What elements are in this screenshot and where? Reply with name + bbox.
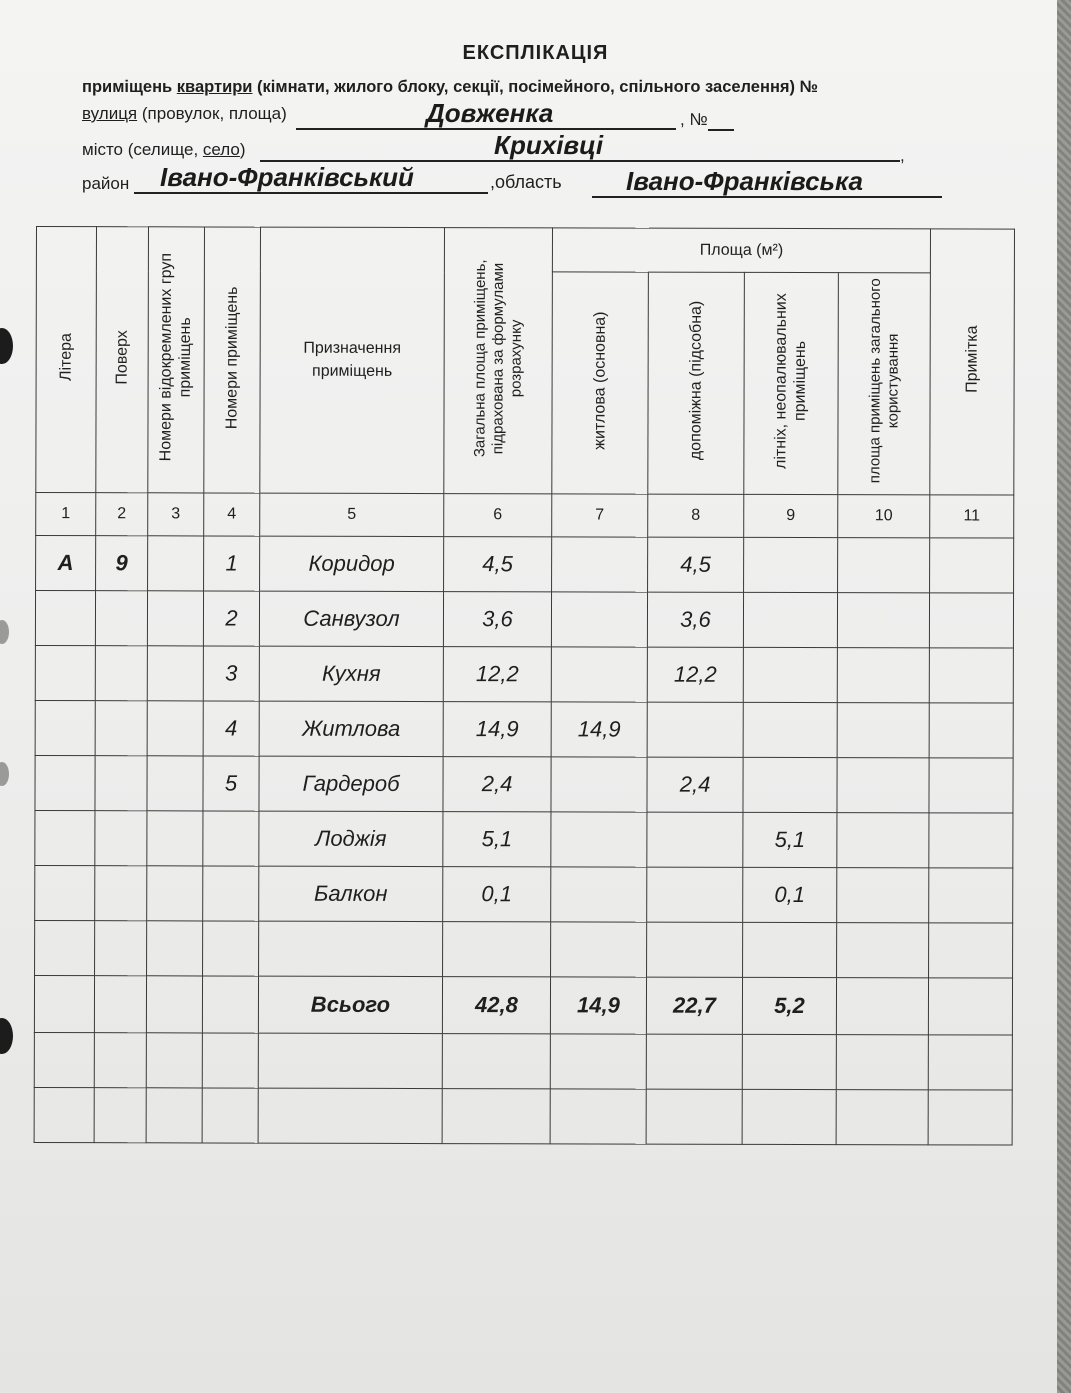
street-label: вулиця (провулок, площа) xyxy=(82,104,287,123)
cell-num xyxy=(203,866,259,921)
cell-litera xyxy=(35,810,95,865)
cell-common xyxy=(837,758,929,813)
cell-aux xyxy=(647,812,743,867)
document-title: ЕКСПЛІКАЦІЯ xyxy=(462,42,609,64)
table-row-empty xyxy=(34,1032,1012,1090)
cell-floor xyxy=(95,701,147,756)
district-label: район xyxy=(82,174,130,193)
cell-summer xyxy=(743,647,837,702)
cell-note xyxy=(929,758,1013,813)
cell-total: 2,4 xyxy=(443,757,551,812)
col-number: 5 xyxy=(260,493,444,536)
col-number: 1 xyxy=(36,493,96,536)
col-number: 10 xyxy=(838,495,930,538)
subtitle-line xyxy=(82,78,818,97)
cell-note xyxy=(929,868,1013,923)
cell-common xyxy=(837,703,929,758)
cell-living xyxy=(551,812,647,867)
header-litera: Літера xyxy=(36,227,97,493)
cell-num: 4 xyxy=(203,701,259,756)
header-living: житлова (основна) xyxy=(552,272,649,494)
cell-common xyxy=(838,538,930,593)
header-area-group: Площа (м²) xyxy=(552,228,930,273)
cell-name: Житлова xyxy=(259,701,443,756)
header-groups: Номери відокремлених груп приміщень xyxy=(148,227,205,493)
total-area: 42,8 xyxy=(442,977,550,1034)
cell-floor xyxy=(95,866,147,921)
cell-name: Лоджія xyxy=(259,811,443,866)
cell-group xyxy=(147,866,203,921)
total-row xyxy=(34,975,1012,1035)
cell-num: 5 xyxy=(203,756,259,811)
cell-total: 14,9 xyxy=(443,702,551,757)
total-aux: 22,7 xyxy=(646,977,742,1034)
cell-litera xyxy=(35,700,95,755)
cell-common xyxy=(837,813,929,868)
cell-total: 4,5 xyxy=(444,537,552,592)
header-total-area: Загальна площа приміщень, підрахована за формулами розрахунку xyxy=(444,228,553,494)
region-value: Івано-Франківська xyxy=(626,166,863,196)
total-common xyxy=(836,978,928,1035)
cell-group xyxy=(147,756,203,811)
cell-living: 14,9 xyxy=(551,702,647,757)
cell-floor xyxy=(95,756,147,811)
cell-litera xyxy=(35,865,95,920)
cell-summer xyxy=(744,537,838,592)
binder-hole xyxy=(0,1018,13,1054)
cell-num xyxy=(203,811,259,866)
cell-name: Кухня xyxy=(259,646,443,701)
cell-note xyxy=(930,538,1014,593)
col-number: 6 xyxy=(444,494,552,537)
total-summer: 5,2 xyxy=(742,977,836,1034)
table-row xyxy=(35,755,1013,813)
cell-summer: 5,1 xyxy=(743,812,837,867)
table-row xyxy=(35,645,1013,703)
cell-group xyxy=(147,811,203,866)
cell-group xyxy=(147,701,203,756)
cell-name: Гардероб xyxy=(259,756,443,811)
cell-living xyxy=(551,592,647,647)
cell-floor: 9 xyxy=(96,536,148,591)
cell-common xyxy=(837,593,929,648)
binder-hole xyxy=(0,328,13,364)
background-surface xyxy=(1057,0,1071,1393)
city-comma: , xyxy=(900,146,905,165)
cell-note xyxy=(929,648,1013,703)
table-row xyxy=(36,536,1014,594)
number-underline xyxy=(708,129,734,131)
cell-total: 12,2 xyxy=(443,647,551,702)
subtitle-rest: (кімнати, жилого блоку, секції, посімейного, спільного заселення) № xyxy=(252,78,819,96)
cell-floor xyxy=(95,646,147,701)
cell-aux: 3,6 xyxy=(647,592,743,647)
table-row xyxy=(35,865,1013,923)
cell-aux xyxy=(647,867,743,922)
cell-summer xyxy=(743,592,837,647)
cell-living xyxy=(551,757,647,812)
cell-living xyxy=(552,537,648,592)
cell-aux xyxy=(647,702,743,757)
total-note xyxy=(928,978,1012,1035)
col-number: 3 xyxy=(148,493,204,536)
col-number: 11 xyxy=(930,495,1014,538)
cell-litera xyxy=(35,755,95,810)
region-label: ,область xyxy=(490,172,562,192)
table-row xyxy=(35,810,1013,868)
district-value: Івано-Франківський xyxy=(160,162,414,192)
cell-name: Коридор xyxy=(260,536,444,591)
cell-num: 2 xyxy=(203,591,259,646)
header-purpose: Призначення приміщень xyxy=(260,227,445,493)
cell-common xyxy=(837,868,929,923)
column-numbers-row xyxy=(36,493,1014,539)
header-common: площа приміщень загального користування xyxy=(838,273,931,495)
cell-note xyxy=(929,703,1013,758)
cell-floor xyxy=(95,811,147,866)
total-living: 14,9 xyxy=(550,977,646,1034)
cell-note xyxy=(929,593,1013,648)
col-number: 7 xyxy=(552,494,648,537)
cell-aux: 4,5 xyxy=(648,537,744,592)
col-number: 4 xyxy=(204,493,260,536)
cell-name: Балкон xyxy=(259,866,443,921)
cell-name: Санвузол xyxy=(259,591,443,646)
cell-summer: 0,1 xyxy=(743,867,837,922)
cell-total: 5,1 xyxy=(443,812,551,867)
cell-note xyxy=(929,813,1013,868)
cell-living xyxy=(551,647,647,702)
explication-table xyxy=(34,226,1015,1146)
table-row-empty xyxy=(34,1087,1012,1145)
binder-hole xyxy=(0,762,9,786)
subtitle-prefix: приміщень xyxy=(82,78,177,96)
col-number: 2 xyxy=(96,493,148,536)
header-auxiliary: допоміжна (підсобна) xyxy=(648,272,745,494)
city-label: місто (селище, село) xyxy=(82,140,246,159)
cell-group xyxy=(147,646,203,701)
table-row xyxy=(35,700,1013,758)
cell-num: 1 xyxy=(204,536,260,591)
cell-total: 3,6 xyxy=(443,592,551,647)
cell-group xyxy=(147,591,203,646)
cell-total: 0,1 xyxy=(443,867,551,922)
col-number: 8 xyxy=(648,494,744,537)
cell-num: 3 xyxy=(203,646,259,701)
cell-aux: 2,4 xyxy=(647,757,743,812)
subtitle-underlined: квартири xyxy=(176,78,253,96)
cell-litera xyxy=(35,645,95,700)
cell-summer xyxy=(743,702,837,757)
header-note: Примітка xyxy=(930,229,1015,495)
header-floor: Поверх xyxy=(96,227,149,493)
table-row-empty xyxy=(35,920,1013,978)
number-label: , № xyxy=(680,110,708,129)
street-value: Довженка xyxy=(426,98,554,128)
cell-group xyxy=(148,536,204,591)
binder-hole xyxy=(0,620,9,644)
cell-common xyxy=(837,648,929,703)
cell-summer xyxy=(743,757,837,812)
cell-litera: А xyxy=(36,536,96,591)
table-row xyxy=(35,591,1013,649)
city-value: Крихівці xyxy=(494,130,604,160)
cell-floor xyxy=(95,591,147,646)
col-number: 9 xyxy=(744,494,838,537)
cell-living xyxy=(551,867,647,922)
cell-litera xyxy=(35,591,95,646)
cell-aux: 12,2 xyxy=(647,647,743,702)
total-label: Всього xyxy=(258,976,442,1033)
header-summer: літніх, неопалювальних приміщень xyxy=(744,272,839,494)
header-room-numbers: Номери приміщень xyxy=(204,227,261,493)
